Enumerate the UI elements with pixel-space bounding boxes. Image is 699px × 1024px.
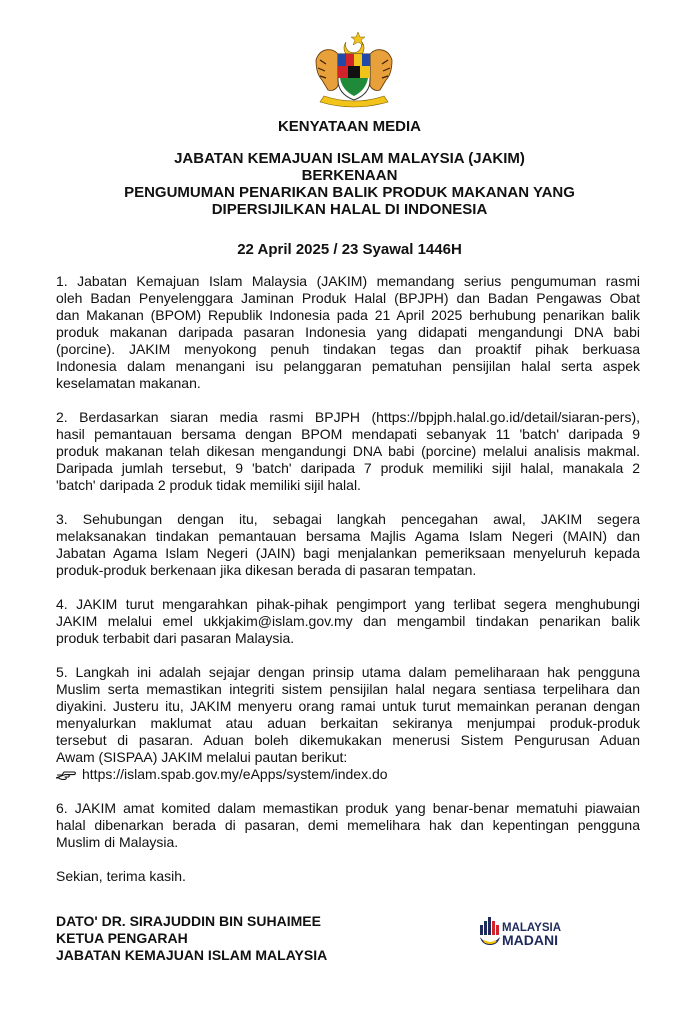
paragraph-line: (porcine). JAKIM menyokong penuh tindakan tegas dan proaktif pihak berkuasa [56,341,640,357]
paragraph-line: Daripada jumlah tersebut, 9 'batch' daripada 7 produk memiliki sijil halal, manakala 2 [56,460,640,476]
signatory-position: KETUA PENGARAH [56,930,188,946]
statement-title [0,150,699,218]
paragraph-line: produk terbabit dari pasaran Malaysia. [56,630,295,646]
paragraph-line: 2. Berdasarkan siaran media rasmi BPJPH (https://bpjph.halal.go.id/detail/siaran-pers), [56,409,640,425]
paragraph-line: menyalurkan maklumat atau aduan berkaitan sekiranya menjumpai produk-produk [56,715,640,731]
paragraph-line: 'batch' daripada 2 produk tidak memiliki sijil halal. [56,477,361,493]
paragraph-line: tersebut di pasaran. Aduan boleh dikemukakan menerusi Sistem Pengurusan Aduan [56,732,640,748]
paragraph-line: Awam (SISPAA) JAKIM melalui pautan berikut: [56,749,348,765]
complaint-link-row [56,766,640,783]
pointing-hand-icon [56,767,76,781]
paragraph-2 [56,409,640,494]
signatory-organization: JABATAN KEMAJUAN ISLAM MALAYSIA [56,947,328,963]
paragraph-line: Muslim serta memastikan integriti sistem pensijilan halal negara sentiasa terpelihara dan [56,681,640,697]
paragraph-line: Muslim di Malaysia. [56,834,179,850]
statement-type: KENYATAAN MEDIA [277,118,422,135]
paragraph-line: 6. JAKIM amat komited dalam memastikan produk yang benar-benar mematuhi piawaian [56,800,640,816]
paragraph-line: hasil pemantauan bersama dengan BPOM mendapati sebanyak 11 'batch' daripada 9 [56,426,640,442]
title-line: PENGUMUMAN PENARIKAN BALIK PRODUK MAKANAN YANG [124,184,575,201]
paragraph-line: dan Makanan (BPOM) Republik Indonesia pada 21 April 2025 berhubung penarikan balik [56,307,640,323]
paragraph-line: Indonesia dalam menangani isu pelanggaran pematuhan pensijilan halal serta aspek [56,358,640,374]
paragraph-line: Jabatan Agama Islam Negeri (JAIN) bagi menjalankan pemeriksaan menyeluruh kepada [56,545,640,561]
closing-text: Sekian, terima kasih. [56,868,186,884]
statement-body [56,273,640,902]
statement-date: 22 April 2025 / 23 Syawal 1446H [237,241,462,258]
malaysia-madani-logo-icon [478,911,574,951]
paragraph-3 [56,511,640,579]
paragraph-line: diyakini. Justeru itu, JAKIM menyeru orang ramai untuk turut memainkan peranan dengan [56,698,640,714]
coat-of-arms-icon [308,30,400,110]
paragraph-1 [56,273,640,392]
title-line: DIPERSIJILKAN HALAL DI INDONESIA [211,201,488,218]
title-line: JABATAN KEMAJUAN ISLAM MALAYSIA (JAKIM) [174,150,525,167]
paragraph-line: keselamatan makanan. [56,375,201,391]
logo-text-line1: MALAYSIA [502,922,561,934]
paragraph-line: produk-produk berkenaan jika dikesan berada di pasaran tempatan. [56,562,477,578]
signatory-name: DATO' DR. SIRAJUDDIN BIN SUHAIMEE [56,913,321,929]
signature-block [56,913,327,964]
paragraph-5 [56,664,640,783]
paragraph-line: 3. Sehubungan dengan itu, sebagai langkah pencegahan awal, JAKIM segera [56,511,640,527]
paragraph-line: halal dibenarkan berada di pasaran, demi memelihara hak dan kepentingan pengguna [56,817,640,833]
paragraph-line: produk makanan daripada pasaran Indonesia yang didapati mengandungi DNA babi [56,324,640,340]
paragraph-line: 4. JAKIM turut mengarahkan pihak-pihak pengimport yang terlibat segera menghubungi [56,596,640,612]
paragraph-4 [56,596,640,647]
paragraph-line: 5. Langkah ini adalah sejajar dengan prinsip utama dalam pemeliharaan hak pengguna [56,664,640,680]
paragraph-line: 1. Jabatan Kemajuan Islam Malaysia (JAKIM) memandang serius pengumuman rasmi [56,273,640,289]
paragraph-line: melaksanakan tindakan pemantauan bersama Majlis Agama Islam Negeri (MAIN) dan [56,528,640,544]
complaint-link[interactable]: https://islam.spab.gov.my/eApps/system/index.do [82,766,388,782]
paragraph-line: oleh Badan Penyelenggara Jaminan Produk Halal (BPJPH) dan Badan Pengawas Obat [56,290,640,306]
paragraph-line: produk makanan telah dikesan mengandungi DNA babi (porcine) melalui analisis makmal. [56,443,640,459]
title-line: BERKENAAN [301,167,398,184]
paragraph-line: JAKIM melalui emel ukkjakim@islam.gov.my dan mengambil tindakan penarikan balik [56,613,640,629]
logo-text-line2: MADANI [502,932,558,948]
paragraph-6 [56,800,640,851]
